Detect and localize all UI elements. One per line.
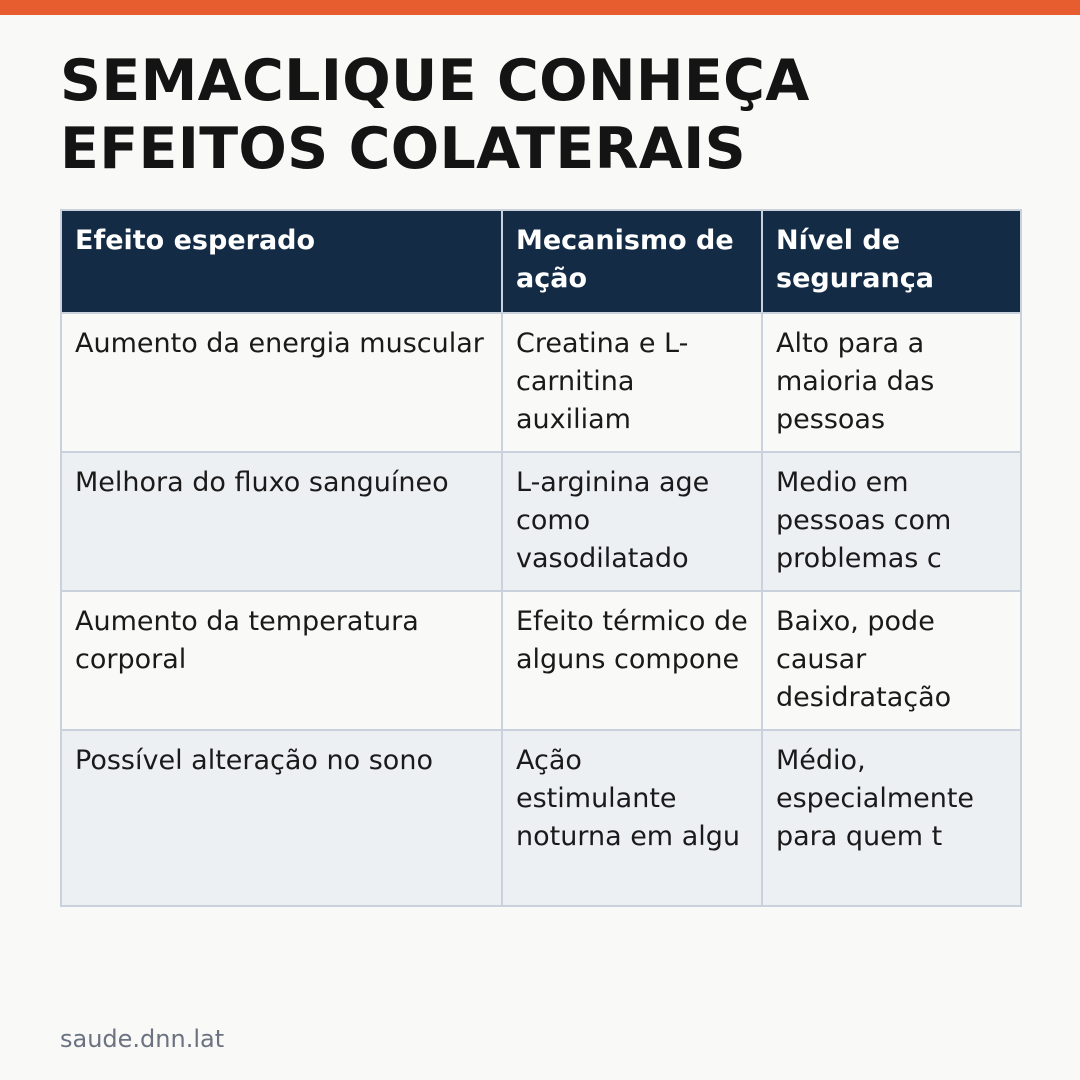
page-title-line-1: SEMACLIQUE CONHEÇA — [60, 48, 810, 114]
cell-seguranca: Baixo, pode causar desidratação — [762, 591, 1021, 730]
accent-bar — [0, 0, 1080, 15]
effects-table — [60, 209, 1022, 907]
column-header-efeito: Efeito esperado — [61, 210, 502, 313]
cell-seguranca: Alto para a maioria das pessoas — [762, 313, 1021, 452]
cell-efeito: Possível alteração no sono — [61, 730, 502, 906]
column-header-mecanismo: Mecanismo de ação — [502, 210, 762, 313]
cell-efeito: Aumento da temperatura corporal — [61, 591, 502, 730]
cell-efeito: Aumento da energia muscular — [61, 313, 502, 452]
page-title-line-2: EFEITOS COLATERAIS — [60, 116, 747, 182]
column-header-seguranca: Nível de segurança — [762, 210, 1021, 313]
cell-seguranca: Médio, especialmente para quem t — [762, 730, 1021, 906]
cell-efeito: Melhora do fluxo sanguíneo — [61, 452, 502, 591]
table-row — [61, 452, 1021, 591]
table-row — [61, 591, 1021, 730]
cell-mecanismo: Efeito térmico de alguns compone — [502, 591, 762, 730]
cell-seguranca: Medio em pessoas com problemas c — [762, 452, 1021, 591]
cell-mecanismo: Ação estimulante noturna em algu — [502, 730, 762, 906]
table-row — [61, 730, 1021, 906]
table-row — [61, 313, 1021, 452]
footer-site-label: saude.dnn.lat — [60, 1025, 225, 1053]
table-header-row — [61, 210, 1021, 313]
cell-mecanismo: L-arginina age como vasodilatado — [502, 452, 762, 591]
page-title — [60, 47, 1020, 183]
cell-mecanismo: Creatina e L-carnitina auxiliam — [502, 313, 762, 452]
